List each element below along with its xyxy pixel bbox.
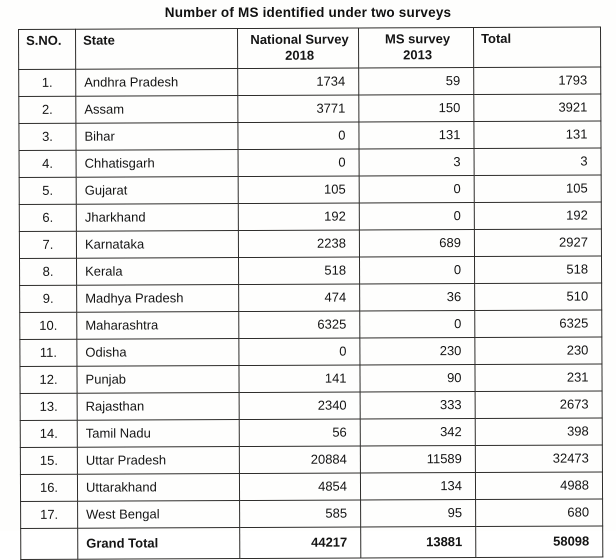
total-cell: 131: [474, 120, 601, 148]
survey2018-cell: 474: [239, 284, 360, 312]
grand-total-row: [21, 525, 603, 559]
survey2013-cell: 342: [360, 418, 475, 446]
state-cell: Karnataka: [76, 230, 238, 258]
sno-cell: [21, 528, 78, 559]
table-row: [20, 417, 602, 447]
state-cell: Chhatisgarh: [76, 149, 238, 177]
sno-cell: 15.: [20, 447, 77, 474]
grand-total-label: Grand Total: [78, 527, 240, 559]
total-cell: 230: [475, 336, 602, 364]
survey2013-cell: 0: [360, 310, 475, 338]
state-cell: Jharkhand: [76, 203, 238, 231]
header-national-survey-2018: National Survey 2018: [238, 28, 359, 68]
grand-total-survey2013: 13881: [361, 526, 476, 558]
survey2018-cell: 4854: [239, 473, 360, 501]
survey2013-cell: 95: [361, 499, 476, 527]
table-body: [19, 66, 603, 559]
ms-survey-table: [18, 26, 603, 559]
survey2018-cell: 56: [239, 419, 360, 447]
survey2013-cell: 134: [360, 472, 475, 500]
survey2018-cell: 0: [238, 122, 359, 150]
sno-cell: 11.: [20, 339, 77, 366]
grand-total-total: 58098: [476, 525, 603, 557]
grand-total-survey2018: 44217: [240, 527, 361, 559]
survey2013-cell: 0: [359, 256, 474, 284]
survey2018-cell: 1734: [238, 68, 359, 96]
survey2013-cell: 230: [360, 337, 475, 365]
total-cell: 518: [474, 255, 601, 283]
total-cell: 680: [476, 498, 603, 526]
total-cell: 3: [474, 147, 601, 175]
survey2018-cell: 105: [238, 176, 359, 204]
state-cell: Uttarakhand: [77, 473, 239, 501]
survey2018-cell: 2340: [239, 392, 360, 420]
sno-cell: 9.: [20, 285, 77, 312]
state-cell: Madhya Pradesh: [77, 284, 239, 312]
survey2018-cell: 141: [239, 365, 360, 393]
total-cell: 510: [475, 282, 602, 310]
state-cell: Assam: [76, 95, 238, 123]
state-cell: Tamil Nadu: [77, 419, 239, 447]
table-row: [19, 120, 601, 150]
table-row: [20, 309, 602, 339]
state-cell: Rajasthan: [77, 392, 239, 420]
survey2013-cell: 3: [359, 148, 474, 176]
total-cell: 192: [474, 201, 601, 229]
table-row: [19, 66, 601, 96]
sno-cell: 4.: [19, 150, 76, 177]
survey2013-cell: 0: [359, 175, 474, 203]
total-cell: 2927: [474, 228, 601, 256]
sno-cell: 1.: [19, 69, 76, 96]
survey2013-cell: 150: [359, 94, 474, 122]
survey2018-cell: 2238: [238, 230, 359, 258]
header-state: State: [76, 29, 238, 69]
table-row: [19, 255, 601, 285]
header-total: Total: [473, 27, 600, 67]
table-row: [20, 282, 602, 312]
total-cell: 398: [475, 417, 602, 445]
survey2018-cell: 3771: [238, 95, 359, 123]
state-cell: Uttar Pradesh: [77, 446, 239, 474]
sno-cell: 2.: [19, 96, 76, 123]
total-cell: 231: [475, 363, 602, 391]
table-row: [20, 444, 602, 474]
survey2013-cell: 0: [359, 202, 474, 230]
state-cell: West Bengal: [78, 500, 240, 528]
table-row: [20, 471, 602, 501]
total-cell: 6325: [475, 309, 602, 337]
survey2018-cell: 518: [238, 257, 359, 285]
total-cell: 4988: [475, 471, 602, 499]
survey2018-cell: 585: [240, 500, 361, 528]
survey2018-cell: 20884: [239, 446, 360, 474]
survey2013-cell: 59: [359, 67, 474, 95]
sno-cell: 12.: [20, 366, 77, 393]
state-cell: Andhra Pradesh: [76, 68, 238, 96]
sno-cell: 14.: [20, 420, 77, 447]
sno-cell: 7.: [19, 231, 76, 258]
state-cell: Gujarat: [76, 176, 238, 204]
table-row: [19, 174, 601, 204]
sno-cell: 3.: [19, 123, 76, 150]
state-cell: Punjab: [77, 365, 239, 393]
state-cell: Odisha: [77, 338, 239, 366]
table-row: [19, 201, 601, 231]
survey2018-cell: 192: [238, 203, 359, 231]
table-row: [21, 498, 603, 528]
state-cell: Bihar: [76, 122, 238, 150]
survey2013-cell: 689: [359, 229, 474, 257]
page-title: Number of MS identified under two surveys: [164, 5, 452, 20]
survey2018-cell: 0: [239, 338, 360, 366]
survey2013-cell: 131: [359, 121, 474, 149]
state-cell: Maharashtra: [77, 311, 239, 339]
survey2018-cell: 0: [238, 149, 359, 177]
sno-cell: 13.: [20, 393, 77, 420]
table-row: [19, 93, 601, 123]
total-cell: 1793: [474, 66, 601, 94]
sno-cell: 16.: [20, 474, 77, 501]
sno-cell: 17.: [21, 501, 78, 528]
table-row: [19, 147, 601, 177]
sno-cell: 5.: [19, 177, 76, 204]
survey2013-cell: 333: [360, 391, 475, 419]
header-row: [19, 27, 601, 69]
total-cell: 2673: [475, 390, 602, 418]
sno-cell: 8.: [19, 258, 76, 285]
header-ms-survey-2013: MS survey 2013: [358, 28, 473, 68]
table-header: [19, 27, 601, 69]
table-row: [20, 363, 602, 393]
total-cell: 3921: [474, 93, 601, 121]
survey2013-cell: 90: [360, 364, 475, 392]
sno-cell: 6.: [19, 204, 76, 231]
state-cell: Kerala: [76, 257, 238, 285]
total-cell: 105: [474, 174, 601, 202]
header-sno: S.NO.: [19, 29, 76, 69]
survey2013-cell: 36: [360, 283, 475, 311]
survey2013-cell: 11589: [360, 445, 475, 473]
sno-cell: 10.: [20, 312, 77, 339]
survey2018-cell: 6325: [239, 311, 360, 339]
table-row: [20, 390, 602, 420]
total-cell: 32473: [475, 444, 602, 472]
table-row: [19, 228, 601, 258]
table-row: [20, 336, 602, 366]
